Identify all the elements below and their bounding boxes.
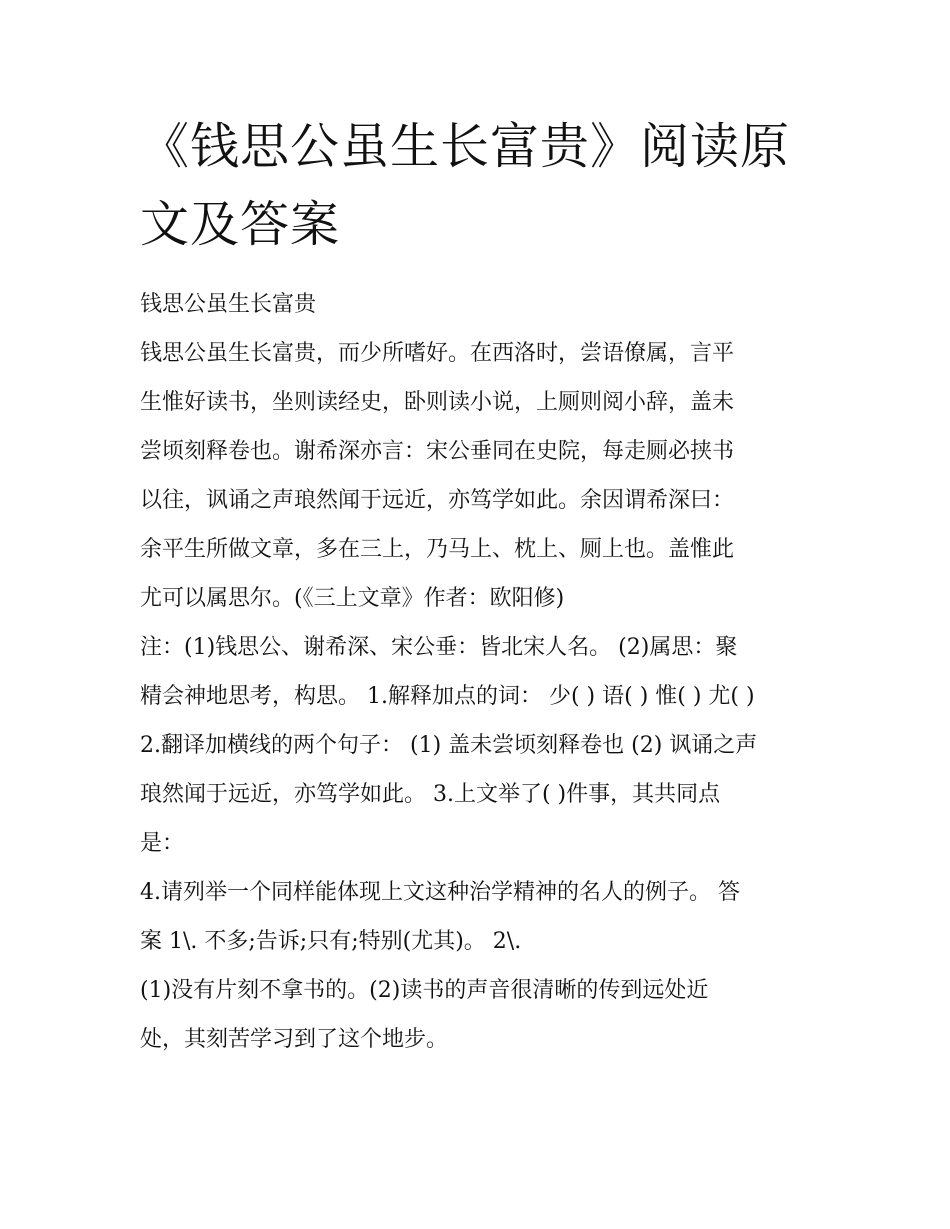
text-line: 精会神地思考，构思。 1.解释加点的词： 少( ) 语( ) 惟( ) 尤( ) [140, 684, 755, 709]
text-line: 琅然闻于远近，亦笃学如此。 3.上文举了( )件事，其共同点 [140, 782, 721, 807]
text-line: 尤可以属思尔。(《三上文章》作者：欧阳修) [140, 586, 565, 611]
document-body [140, 280, 812, 1064]
text-line: 案 1\. 不多;告诉;只有;特别(尤其)。 2\. [140, 929, 522, 954]
text-line: 余平生所做文章，多在三上，乃马上、枕上、厕上也。盖惟此 [140, 537, 735, 562]
text-line: 尝顷刻释卷也。谢希深亦言：宋公垂同在史院，每走厕必挟书 [140, 439, 735, 464]
text-line: 4.请列举一个同样能体现上文这种治学精神的名人的例子。 答 [140, 880, 740, 905]
text-line: 处，其刻苦学习到了这个地步。 [140, 1027, 449, 1052]
page-title: 《钱思公虽生长富贵》阅读原文及答案 [140, 118, 791, 253]
text-line: 钱思公虽生长富贵 [140, 292, 317, 317]
text-line: 生惟好读书，坐则读经史，卧则读小说，上厕则阅小辞，盖未 [140, 390, 735, 415]
text-line: 是： [140, 831, 185, 856]
text-line: (1)没有片刻不拿书的。(2)读书的声音很清晰的传到远处近 [140, 978, 709, 1003]
text-line: 钱思公虽生长富贵，而少所嗜好。在西洛时，尝语僚属，言平 [140, 341, 735, 366]
text-line: 注：(1)钱思公、谢希深、宋公垂：皆北宋人名。 (2)属思：聚 [140, 635, 738, 660]
text-line: 以往，讽诵之声琅然闻于远近，亦笃学如此。余因谓希深曰： [140, 488, 735, 513]
text-line: 2.翻译加横线的两个句子： (1) 盖未尝顷刻释卷也 (2) 讽诵之声 [140, 733, 758, 758]
